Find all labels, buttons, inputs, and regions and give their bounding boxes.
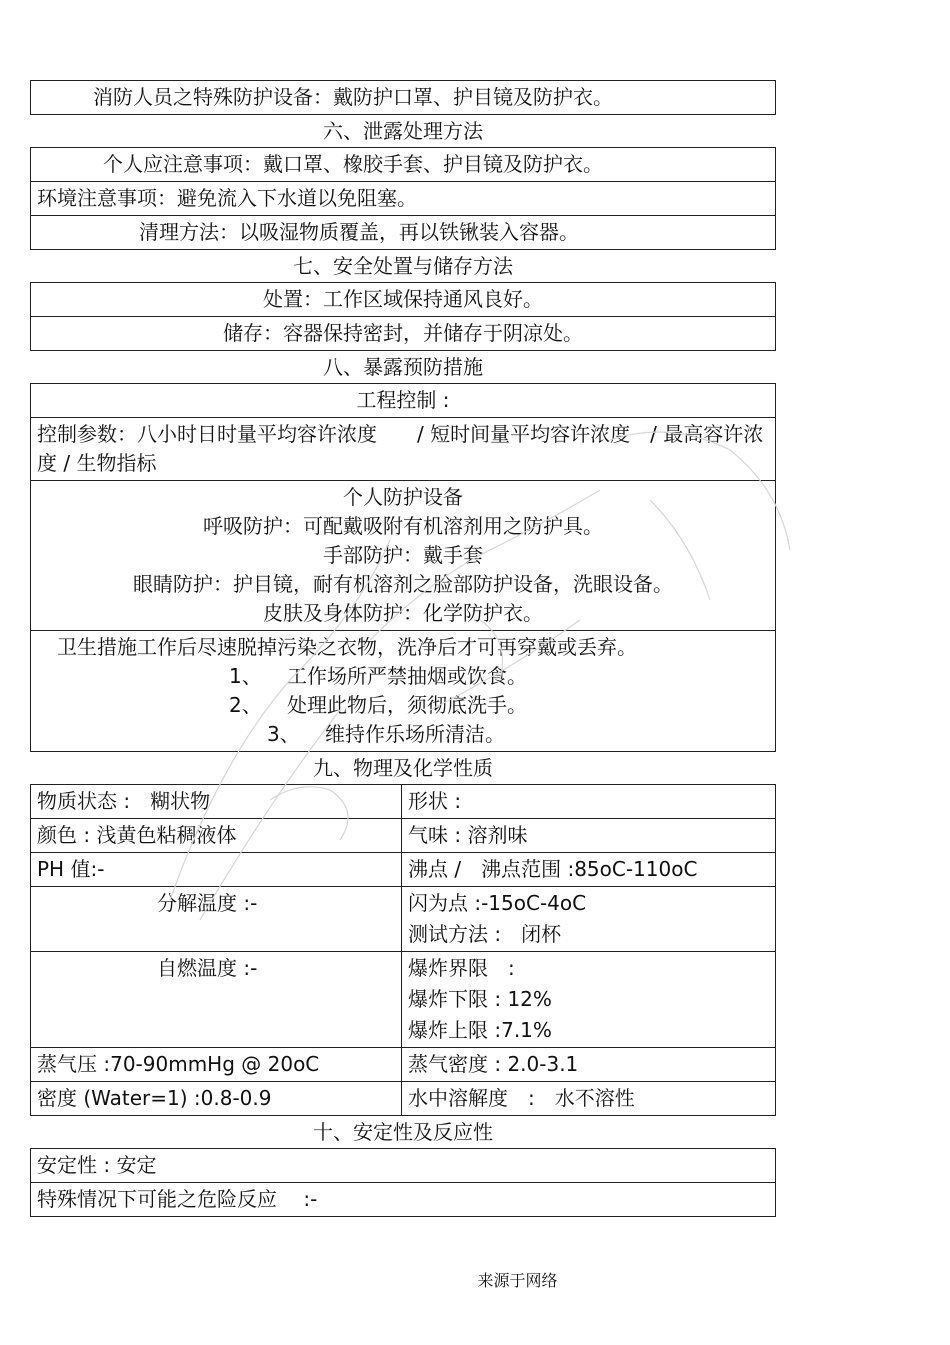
ph-cell: PH 值:- — [31, 852, 402, 886]
source-footer — [0, 1268, 950, 1291]
handling-row: 处置：工作区域保持通风良好。 — [263, 287, 543, 311]
decomposition-temp-cell: 分解温度 :- — [31, 886, 402, 951]
section10-title: 十、安定性及反应性 — [313, 1120, 493, 1144]
ppe-title: 个人防护设备 — [343, 485, 463, 509]
section9-title: 九、物理及化学性质 — [313, 756, 493, 780]
explosion-limits: 爆炸界限 : — [408, 956, 515, 980]
section7-title: 七、安全处置与储存方法 — [293, 254, 513, 278]
stability-row: 安定性 : 安定 — [37, 1153, 157, 1177]
density-cell: 密度 (Water=1) :0.8-0.9 — [31, 1081, 402, 1115]
respiratory-protection: 呼吸防护：可配戴吸附有机溶剂用之防护具。 — [203, 514, 603, 538]
hand-protection: 手部防护：戴手套 — [323, 543, 483, 567]
section6-table — [30, 147, 776, 250]
color-cell: 颜色 : 浅黄色粘稠液体 — [31, 818, 402, 852]
vapor-density-cell: 蒸气密度 : 2.0-3.1 — [402, 1047, 775, 1081]
explosion-upper-limit: 爆炸上限 :7.1% — [408, 1018, 552, 1042]
control-parameters-row: 控制参数：八小时日时量平均容许浓度 / 短时间量平均容许浓度 / 最高容许浓度 / 生物指标 — [31, 417, 775, 480]
explosion-lower-limit: 爆炸下限 : 12% — [408, 987, 552, 1011]
section7-table — [30, 282, 776, 351]
document-body — [30, 80, 776, 1217]
hygiene-block — [31, 630, 775, 751]
hygiene-measures: 卫生措施工作后尽速脱掉污染之衣物，洗净后才可再穿戴或丢弃。 — [57, 635, 637, 659]
environmental-precautions-row: 环境注意事项：避免流入下水道以免阻塞。 — [31, 181, 775, 215]
section8-title: 八、暴露预防措施 — [323, 355, 483, 379]
firefighter-ppe-row: 消防人员之特殊防护设备：戴防护口罩、护目镜及防护衣。 — [93, 85, 613, 109]
footer-text: 来源于网络 — [477, 1271, 558, 1290]
item-number: 1、 — [229, 664, 262, 688]
hazardous-reaction-row: 特殊情况下可能之危险反应 :- — [31, 1182, 775, 1216]
hygiene-item — [37, 691, 769, 720]
boiling-point-cell: 沸点 / 沸点范围 :85oC-110oC — [402, 852, 775, 886]
storage-row: 储存：容器保持密封，并储存于阴凉处。 — [31, 316, 775, 350]
section10-table — [30, 1148, 776, 1217]
physical-state-cell: 物质状态 : 糊状物 — [31, 785, 402, 818]
item-text: 处理此物后，须彻底洗手。 — [287, 693, 527, 717]
item-text: 工作场所严禁抽烟或饮食。 — [287, 664, 527, 688]
odor-cell: 气味 : 溶剂味 — [402, 818, 775, 852]
flash-point-cell — [402, 886, 775, 951]
hygiene-item — [37, 720, 769, 749]
autoignition-temp-cell: 自燃温度 :- — [31, 951, 402, 1047]
flash-point: 闪为点 :-15oC-4oC — [408, 891, 587, 915]
test-method: 测试方法 : 闭杯 — [408, 922, 562, 946]
eye-protection: 眼睛防护：护目镜，耐有机溶剂之脸部防护设备，洗眼设备。 — [133, 572, 673, 596]
explosion-limits-cell — [402, 951, 775, 1047]
section5-table — [30, 80, 776, 115]
shape-cell: 形状 : — [408, 789, 462, 813]
item-text: 维持作乐场所清洁。 — [325, 722, 505, 746]
ppe-block — [31, 480, 775, 630]
item-number: 2、 — [229, 693, 262, 717]
section6-title: 六、泄露处理方法 — [323, 119, 483, 143]
item-number: 3、 — [267, 722, 300, 746]
vapor-pressure-cell: 蒸气压 :70-90mmHg @ 20oC — [31, 1047, 402, 1081]
section8-table — [30, 383, 776, 752]
personal-precautions-row: 个人应注意事项：戴口罩、橡胶手套、护目镜及防护衣。 — [103, 152, 603, 176]
cleanup-method-row: 清理方法：以吸湿物质覆盖，再以铁锹装入容器。 — [31, 215, 775, 249]
engineering-controls-row: 工程控制 : — [356, 388, 450, 412]
water-solubility-cell: 水中溶解度 : 水不溶性 — [402, 1081, 775, 1115]
section9-table — [30, 784, 776, 1116]
hygiene-item — [37, 662, 769, 691]
skin-protection: 皮肤及身体防护：化学防护衣。 — [263, 601, 543, 625]
